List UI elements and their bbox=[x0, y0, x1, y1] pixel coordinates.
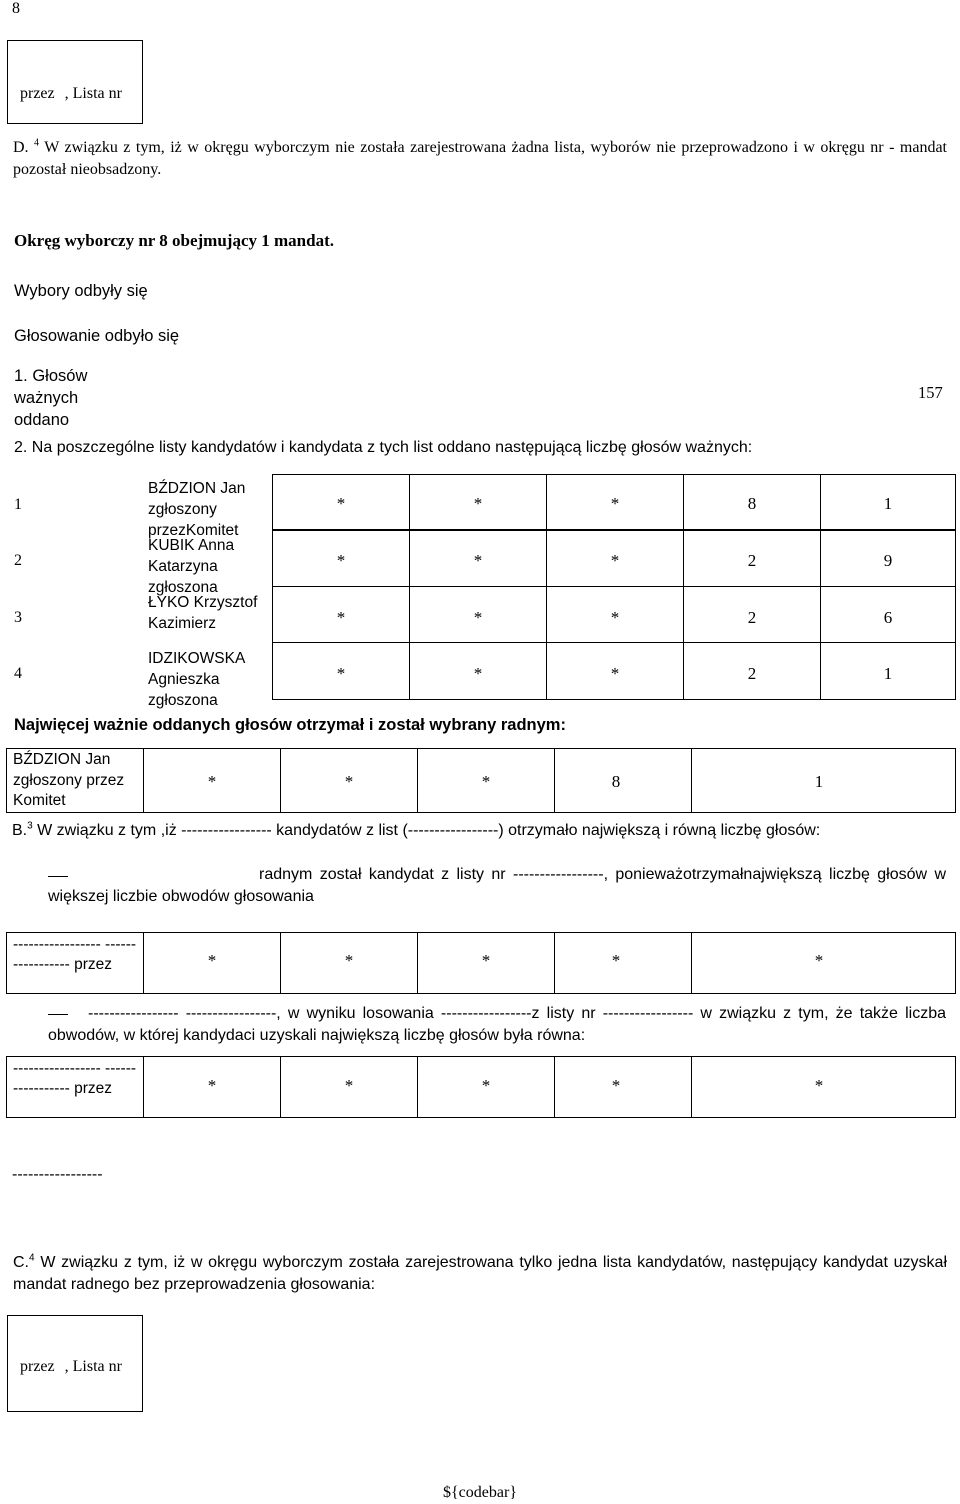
votes-value: 6 bbox=[883, 608, 893, 627]
elections-held: Wybory odbyły się bbox=[14, 282, 148, 300]
star-value: * bbox=[336, 494, 346, 513]
section-c-letter: C. bbox=[13, 1254, 29, 1271]
box-prefix: przez bbox=[20, 85, 55, 102]
section-b bbox=[12, 822, 820, 840]
section-d-text: W związku z tym, iż w okręgu wyborczym nie została zarejestrowana żadna lista, wyborów nie przeprowadzono i w okręgu nr - mandat pozostał nieobsadzony. bbox=[13, 139, 948, 178]
star-value: * bbox=[344, 772, 354, 791]
star-value: * bbox=[611, 1076, 621, 1095]
star-value: * bbox=[814, 1076, 824, 1095]
valid-votes-label: 1. Głosów ważnych oddano bbox=[14, 367, 88, 429]
section-b-bullet-2: ----------------- -----------------, w wyniku losowania -----------------z listy nr ----------------- w związku z tym, że także liczba obwodów, w której kandydaci uzyskali największą liczbę głosów była równa: bbox=[48, 1005, 946, 1044]
section-b-letter: B. bbox=[12, 822, 28, 839]
candidate-box-top bbox=[7, 40, 143, 124]
star-value: * bbox=[610, 664, 620, 683]
candidate-nr: 3 bbox=[14, 609, 22, 626]
section-c bbox=[13, 1252, 947, 1296]
section-b-text: W związku z tym ,iż ----------------- kandydatów z list (-----------------) otrzymało największą i równą liczbę głosów: bbox=[32, 822, 821, 839]
candidate-name: IDZIKOWSKA Agnieszka zgłoszona bbox=[148, 650, 245, 709]
candidate-nr: 4 bbox=[14, 665, 22, 682]
winner-heading: Najwięcej ważnie oddanych głosów otrzymał i został wybrany radnym: bbox=[14, 716, 566, 734]
lists-intro: 2. Na poszczególne listy kandydatów i kandydata z tych list oddano następującą liczbę głosów ważnych: bbox=[14, 439, 753, 456]
star-value: * bbox=[611, 951, 621, 970]
star-value: * bbox=[610, 608, 620, 627]
tie-row-label: ----------------- ----------------- przez bbox=[13, 936, 137, 973]
votes-value: 8 bbox=[747, 494, 757, 513]
votes-value: 2 bbox=[747, 608, 757, 627]
trailing-dashes: ----------------- bbox=[12, 1166, 103, 1183]
district-heading: Okręg wyborczy nr 8 obejmujący 1 mandat. bbox=[14, 231, 334, 250]
footnote-marker: 4 bbox=[29, 1252, 35, 1264]
star-value: * bbox=[336, 551, 346, 570]
star-value: * bbox=[473, 551, 483, 570]
tie-row-label: ----------------- ----------------- przez bbox=[13, 1060, 137, 1097]
star-value: * bbox=[610, 551, 620, 570]
section-d bbox=[13, 137, 947, 181]
section-d-letter: D. bbox=[13, 139, 29, 156]
votes-value: 8 bbox=[611, 772, 621, 791]
box-suffix: , Lista nr bbox=[64, 85, 122, 102]
star-value: * bbox=[814, 951, 824, 970]
candidate-name: BŹDZION Jan zgłoszony przezKomitet bbox=[148, 480, 246, 539]
votes-value: 2 bbox=[747, 664, 757, 683]
footnote-marker: 3 bbox=[27, 820, 33, 832]
star-value: * bbox=[207, 772, 217, 791]
star-value: * bbox=[610, 494, 620, 513]
valid-votes-value: 157 bbox=[918, 383, 943, 402]
votes-value: 2 bbox=[747, 551, 757, 570]
page-number: 8 bbox=[12, 0, 20, 17]
star-value: * bbox=[207, 1076, 217, 1095]
star-value: * bbox=[207, 951, 217, 970]
winner-name: BŹDZION Jan zgłoszony przez Komitet bbox=[13, 751, 125, 809]
star-value: * bbox=[336, 664, 346, 683]
star-value: * bbox=[481, 772, 491, 791]
candidate-nr: 2 bbox=[14, 552, 22, 569]
box-prefix: przez bbox=[20, 1358, 55, 1375]
star-value: * bbox=[481, 951, 491, 970]
voting-held: Głosowanie odbyło się bbox=[14, 327, 180, 345]
box-suffix: , Lista nr bbox=[64, 1358, 122, 1375]
star-value: * bbox=[473, 664, 483, 683]
votes-value: 1 bbox=[883, 664, 893, 683]
footer-codebar: ${codebar} bbox=[443, 1484, 517, 1501]
candidate-name: KUBIK Anna Katarzyna zgłoszona bbox=[148, 537, 235, 596]
section-c-text: W związku z tym, iż w okręgu wyborczym została zarejestrowana tylko jedna lista kandydatów, następujący kandydat uzyskał mandat radnego bez przeprowadzenia głosowania: bbox=[13, 1254, 947, 1293]
candidate-box-bottom bbox=[7, 1315, 143, 1412]
star-value: * bbox=[344, 1076, 354, 1095]
star-value: * bbox=[344, 951, 354, 970]
votes-value: 1 bbox=[814, 772, 824, 791]
star-value: * bbox=[473, 608, 483, 627]
star-value: * bbox=[473, 494, 483, 513]
candidate-nr: 1 bbox=[14, 496, 22, 513]
votes-value: 1 bbox=[883, 494, 893, 513]
votes-value: 9 bbox=[883, 551, 893, 570]
star-value: * bbox=[481, 1076, 491, 1095]
star-value: * bbox=[336, 608, 346, 627]
section-b-bullet-1: radnym został kandydat z listy nr -----------------, ponieważotrzymałnajwiększą liczbę głosów w większej liczbie obwodów głosowania bbox=[48, 866, 946, 905]
footnote-marker: 4 bbox=[34, 137, 40, 149]
candidate-name: ŁYKO Krzysztof Kazimierz bbox=[148, 594, 258, 632]
